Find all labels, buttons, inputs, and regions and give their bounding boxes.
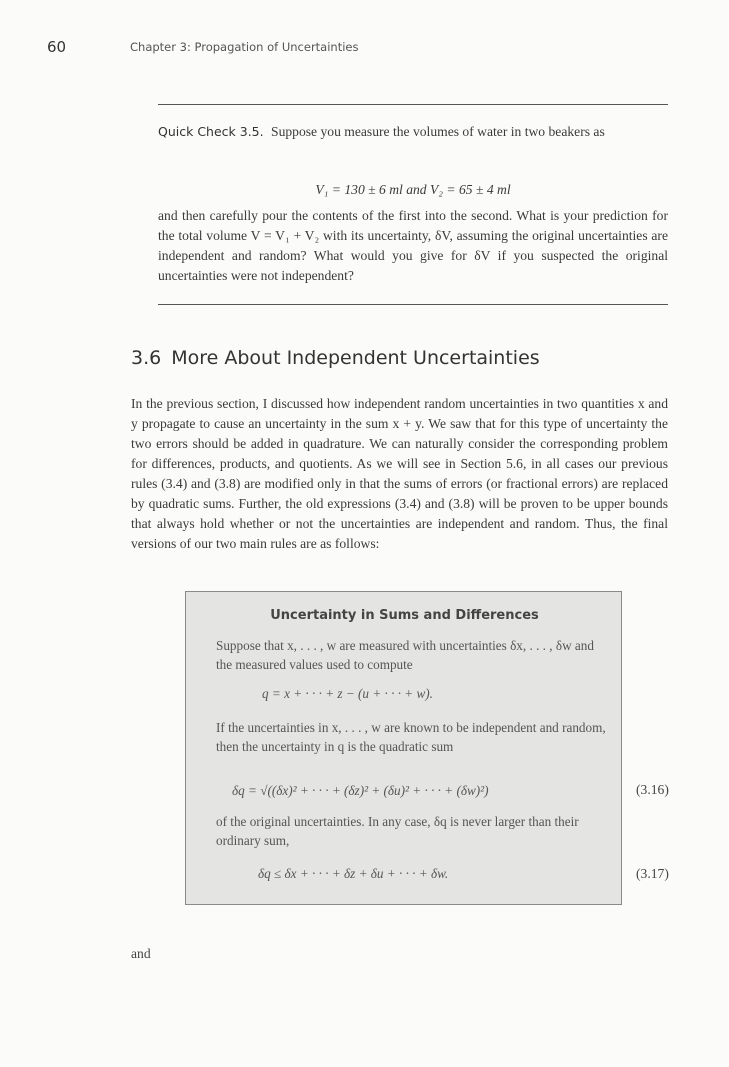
rule-box-equation-2: δq = √((δx)² + · · · + (δz)² + (δu)² + · · · + (δw)²) xyxy=(232,783,489,798)
page-number: 60 xyxy=(47,38,67,56)
rule-box-text-3: of the original uncertainties. In any case, δq is never larger than their ordinary sum, xyxy=(216,814,579,848)
equation-number-3-17: (3.17) xyxy=(636,866,669,881)
section-title: More About Independent Uncertainties xyxy=(171,347,540,369)
quick-check-intro xyxy=(158,122,668,142)
running-head: Chapter 3: Propagation of Uncertainties xyxy=(130,40,359,54)
quick-check-body: and then carefully pour the contents of the first into the second. What is your prediction for the total volume V = V₁ + V₂ with its uncertainty, δV, assuming the original uncertainties are independent and random? What would you give for δV if you suspected the original uncertainties were not independent? xyxy=(158,208,668,283)
rule-box-title: Uncertainty in Sums and Differences xyxy=(270,608,539,623)
section-paragraph: In the previous section, I discussed how independent random uncertainties in two quantities x and y propagate to cause an uncertainty in the sum x + y. We saw that for this type of uncertainty the two errors should be added in quadrature. We can naturally consider the corresponding problem for differences, products, and quotients. As we will see in Section 5.6, in all cases our previous rules (3.4) and (3.8) are modified only in that the sums of errors (or fractional errors) are replaced by quadratic sums. Further, the old expressions (3.4) and (3.8) will be proven to be upper bounds that always hold whether or not the uncertainties are independent and random. Thus, the final versions of our two main rules are as follows: xyxy=(131,396,668,551)
quick-check-intro-text: Suppose you measure the volumes of water in two beakers as xyxy=(271,124,605,139)
rule-box-text-1: Suppose that x, . . . , w are measured with uncertainties δx, . . . , δw and the measured values used to compute xyxy=(216,638,594,672)
rule-box-equation-1: q = x + · · · + z − (u + · · · + w). xyxy=(262,686,433,701)
quick-check-label: Quick Check 3.5. xyxy=(158,124,264,139)
section-heading xyxy=(131,347,540,369)
equation-number-3-16: (3.16) xyxy=(636,782,669,797)
rule-box-text-2: If the uncertainties in x, . . . , w are known to be independent and random, then the uncertainty in q is the quadratic sum xyxy=(216,720,606,754)
continuation-text: and xyxy=(131,946,151,961)
section-number: 3.6 xyxy=(131,347,162,369)
quick-check-equation: V₁ = 130 ± 6 ml and V₂ = 65 ± 4 ml xyxy=(315,182,511,197)
rule-box-equation-3: δq ≤ δx + · · · + δz + δu + · · · + δw. xyxy=(258,866,449,881)
rule-box xyxy=(185,591,622,905)
quick-check-bottom-rule xyxy=(158,304,668,305)
quick-check-top-rule xyxy=(158,104,668,105)
